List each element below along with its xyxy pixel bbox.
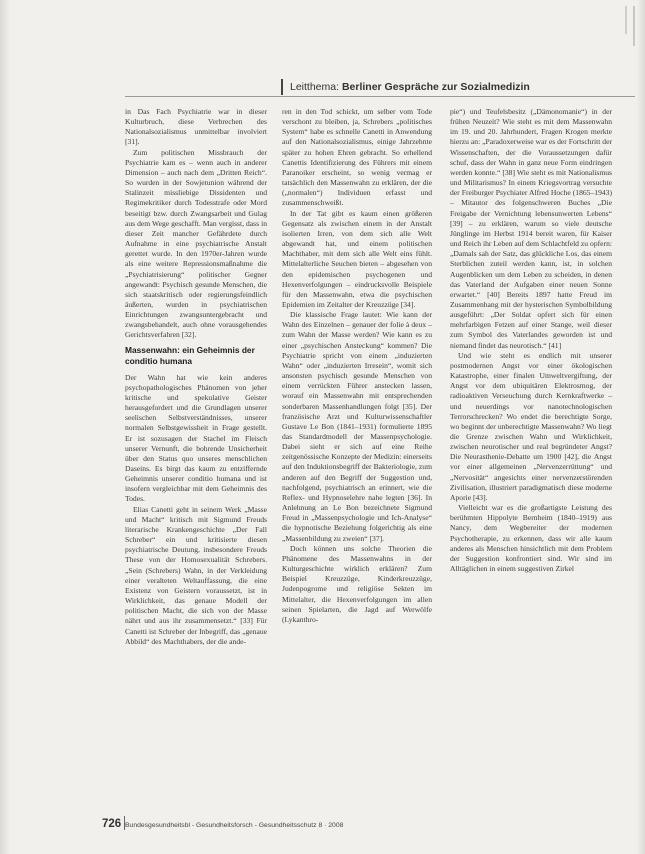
paragraph: Vielleicht war es die großartigste Leistung des berühmten Hippolyte Bernheim (1840–1919) aus Nancy, dem Wegbereiter der modernen Psychotherapie, zu erkennen, dass wir alle kaum anderes als Menschen hinsichtlich mit dem Problem der Suggestion konfrontiert sind. Wir sind im Alltäglichen in einem suggestiven Zirkel: [450, 503, 612, 574]
paragraph: Und wie steht es endlich mit unserer postmodernen Angst vor einer ökologischen Katastrophe, einer finalen Umweltvergiftung, der Angst vor dem ubiquitären Elektrosmog, der radioaktiven Verseuchung durch Kernkraftwerke – und neuerdings vor nanotechnologischen Terrorschrecken? Wo endet die berechtigte Sorge, wo beginnt der unberechtigte Massenwahn? Wo liegt die Grenze zwischen Wahn und Wirklichkeit, zwischen neurotischer und real begründeter Angst? Die Neurasthenie-Debatte um 1900 [42], die Angst vor einer allgemeinen „Nervenzerrüttung“ und „Nervosität“ angesichts einer nervenzerstörenden Zivilisation, illustriert paradigmatisch diese moderne Aporie [43].: [450, 350, 612, 502]
paragraph: pie“) und Teufelsbesitz („Dämonomanie“) in der frühen Neuzeit? Wie steht es mit dem Massenwahn im 19. und 20. Jahrhundert, Fragen Krogen merkte hierzu an: „Paradoxerweise war es der Fortschritt der Wissenschaften, der die Voraussetzungen dafür schuf, dass der Wahn in ganz neue Form eindringen werden konnte.“ [38] Wie steht es mit Nationalismus und Militarismus? In einem Kriegsvortrag versuchte der Freiburger Psychiater Alfred Hoche (1865–1943) – Mitautor des folgenschweren Buches „Die Freigabe der Vernichtung lebensunwerten Lebens“ [39] – zu erklären, warum so viele deutsche Jünglinge im Herbst 1914 bereit waren, für Kaiser und Reich ihr Leben auf dem Schlachtfeld zu opfern: „Damals sah der Satz, das glückliche Los, das einem Sterblichen zuteil werden kann, ist, in solchen Augenblicken um dem Leben zu scheiden, in denen das Vaterland der Aufgaben einer neuen Sonne erwartet.“ [40] Bereits 1897 hatte Freud im Zusammenhang mit der hysterischen Symbolbildung ausgeführt: „Der Soldat opfert sich für einen mehrfarbigen Fetzen auf einer Stange, weil dieser zum Symbol des Vaterlandes geworden ist und niemand findet das neurotisch.“ [41]: [450, 107, 612, 350]
footer-citation: Bundesgesundheitsbl - Gesundheitsforsch - Gesundheitsschutz 8 · 2008: [125, 822, 344, 829]
column-1: [125, 107, 267, 647]
paragraph: Elias Canetti geht in seinem Werk „Masse und Macht“ kritisch mit Sigmund Freuds literarische Krankengeschichte „Der Fall Schreber“ ein und kritisierte diesen psychiatrische Deutung, insbesondere Freuds These von der Homosexualität Schrebers. „Sein (Schrebers) Wahn, in der Verkleidung einer veralteten Weltauffassung, die eine Existenz von Geistern voraussetzt, ist in Wirklichkeit, das genaue Modell der politischen Macht, die sich von der Masse nährt und aus ihr zusammensetzt.“ [33] Für Canetti ist Schreber der Inbegriff, das „genaue Abbild“ des Machthabers, der die ande-: [125, 504, 267, 646]
paragraph: Die klassische Frage lautet: Wie kann der Wahn des Einzelnen – genauer der folie à deux – zum Wahn der Masse werden? Wie kann es zu einer „psychischen Ansteckung“ kommen? Die Psychiatrie spricht von einem „induzierten Wahn“ oder „induzierten Irresein“, womit sich ansonsten psychisch gesunde Menschen von einem verrückten Führer anstecken lassen, worauf ein Massenwahn mit entsprechenden sonderbaren Massenhandlungen folgt [35]. Der französische Arzt und Kulturwissenschaftler Gustave Le Bon (1841–1931) formulierte 1895 das Standardmodell der Massenpsychologie. Dabei sieht er sich auf eine Reihe zeitgenössische Konzepte der Medizin: einerseits auf den Induktionsbegriff der Bakteriologie, zum anderen auf den Begriff der Suggestion und, nachfolgend, psychiatrisch an erinnert, wie die Reflex- und Hypnoselehre nahe legten [36]. In Anlehnung an Le Bon bezeichnete Sigmund Freud in „Massenpsychologie und Ich-Analyse“ die hypnotische Beziehung folgerichtig als eine „Massenbildung zu zweien“ [37].: [282, 310, 432, 543]
header-bar: [281, 79, 283, 95]
paragraph: Zum politischen Missbrauch der Psychiatrie kam es – wenn auch in anderer Dimension – auch nach dem „Dritten Reich“. So wurden in der Sowjetunion während der Stalinzeit missliebige Dissidenten und Regimekritiker durch Todesstrafe oder Mord beseitigt bzw. durch Zwangsarbeit und Gulag aus dem Wege geschafft. Man vergisst, dass in dieser Zeit mancher Gefährdete durch Aufnahme in eine psychiatrische Anstalt gerettet wurde. In den 1970er-Jahren wurde als eine weitere Repressionsmaßnahme die „Psychiatrisierung“ politischer Gegner angewandt: Psychisch gesunde Menschen, die sich staatskritisch oder regierungsfeindlich äußerten, wurden in psychiatrischen Einrichtungen zwangsuntergebracht und zwangsbehandelt, auch ohne vorausgehendes Gerichtsverfahren [32].: [125, 147, 267, 340]
header-rule: [125, 96, 635, 97]
page-number: 726: [102, 818, 122, 830]
scan-artifact: [633, 6, 635, 46]
paragraph: Der Wahn hat wie kein anderes psychopathologisches Phänomen von jeher kritische und spekulative Geister herausgefordert und die Grundlagen unserer seelischen Selbstverständnisses, unserer normalen Selbstgewissheit in Frage gestellt. Er ist sozusagen der Stachel im Fleisch unserer Vernunft, die bohrende Unsicherheit über den Status quo unseres menschlichen Daseins. Es birgt das kaum zu entziffernde Geheimnis unserer conditio humana und ist insofern vergleichbar mit dem Geheimnis des Todes.: [125, 372, 267, 504]
running-header: [290, 81, 530, 93]
scan-right-edge: [637, 0, 645, 854]
scan-left-edge: [0, 0, 10, 854]
header-title: Berliner Gespräche zur Sozialmedizin: [341, 81, 530, 93]
paragraph: Doch können uns solche Theorien die Phänomene des Massenwahns in der Kulturgeschichte wirklich erklären? Zum Beispiel Kreuzzüge, Kinderkreuzzüge, Judenpogrome und religiöse Sekten im Mittelalter, die Hexenverfolgungen im allen seinen Spielarten, die Jagd auf Werwölfe (Lykanthro-: [282, 543, 432, 624]
scan-artifact: [625, 6, 627, 34]
paragraph: ren in den Tod schickt, um selber vom Tode verschont zu bleiben, ja, Schrebers „politisches System“ habe es schnelle Canetti in Anwendung auf den Nationalsozialismus, einige Jahrzehnte später zu hohen Ehren gebracht. So erhellend Canettis Identifizierung des Führers mit einem Paranoiker erscheint, so wenig vermag er tatsächlich den Massenwahn zu erklären, der die („normalen“) Individuen erfasst und zusammenschweißt.: [282, 107, 432, 208]
column-2: [282, 107, 432, 625]
column-3: [450, 107, 612, 574]
paragraph: in Das Fach Psychiatrie war in dieser Kulturbruch, diese Verbrechen des Nationalsozialismus unmittelbar involviert [31].: [125, 107, 267, 147]
section-heading: Massenwahn: ein Geheimnis der conditio humana: [125, 344, 255, 366]
header-label: Leitthema:: [290, 81, 340, 93]
paragraph: In der Tat gibt es kaum einen größeren Gegensatz als zwischen einem in der Anstalt isolierten Irren, von dem sich alle Welt abgewandt hat, und einem politischen Machthaber, mit dem sich alle Welt eins fühlt. Mittelalterliche Seuchen bieten – abgesehen von den epidemischen psychogenen und Hexenverfolgungen – eindrucksvolle Beispiele für den Massenwahn, etwa die psychischen Epidemien im Zeitalter der Kreuzzüge [34].: [282, 208, 432, 309]
